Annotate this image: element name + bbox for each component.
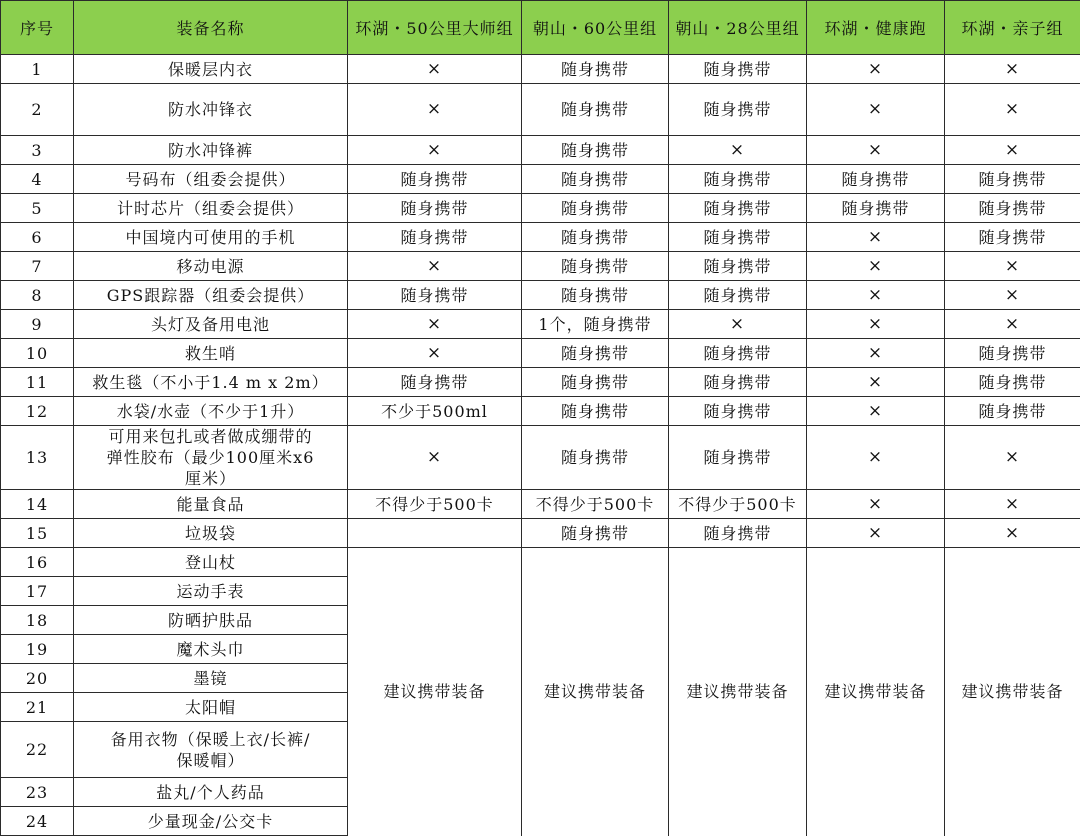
requirement-cell: × [945, 252, 1080, 281]
requirement-cell: 随身携带 [669, 339, 807, 368]
equipment-name: 防晒护肤品 [74, 606, 348, 635]
requirement-cell: × [807, 339, 945, 368]
equipment-name: 救生毯（不小于1.4 m x 2m） [74, 368, 348, 397]
equipment-name: 墨镜 [74, 664, 348, 693]
requirement-cell: 随身携带 [522, 55, 669, 84]
requirement-cell: 随身携带 [348, 281, 522, 310]
requirement-cell: 随身携带 [522, 223, 669, 252]
table-row [1, 136, 1080, 165]
table-row [1, 397, 1080, 426]
column-header: 环湖・亲子组 [945, 1, 1080, 55]
table-row [1, 252, 1080, 281]
equipment-name: 计时芯片（组委会提供） [74, 194, 348, 223]
equipment-name: 防水冲锋衣 [74, 84, 348, 136]
requirement-cell: × [348, 84, 522, 136]
row-number: 16 [1, 548, 74, 577]
requirement-cell: × [807, 490, 945, 519]
equipment-name: 登山杖 [74, 548, 348, 577]
requirement-cell: 随身携带 [522, 397, 669, 426]
requirement-cell: 随身携带 [669, 165, 807, 194]
requirement-cell: 随身携带 [669, 519, 807, 548]
requirement-cell: 不得少于500卡 [522, 490, 669, 519]
row-number: 23 [1, 778, 74, 807]
requirement-cell: × [348, 136, 522, 165]
requirement-cell: 随身携带 [348, 223, 522, 252]
equipment-name: 盐丸/个人药品 [74, 778, 348, 807]
requirement-cell: 1个，随身携带 [522, 310, 669, 339]
row-number: 3 [1, 136, 74, 165]
equipment-name: 运动手表 [74, 577, 348, 606]
requirement-cell: 随身携带 [348, 194, 522, 223]
table-row [1, 223, 1080, 252]
equipment-name: 能量食品 [74, 490, 348, 519]
row-number: 7 [1, 252, 74, 281]
row-number: 8 [1, 281, 74, 310]
column-header: 朝山・60公里组 [522, 1, 669, 55]
requirement-cell: × [945, 136, 1080, 165]
row-number: 15 [1, 519, 74, 548]
suggested-equipment-cell: 建议携带装备 [522, 548, 669, 836]
requirement-cell: × [945, 519, 1080, 548]
row-number: 19 [1, 635, 74, 664]
row-number: 5 [1, 194, 74, 223]
column-header: 序号 [1, 1, 74, 55]
table-row [1, 165, 1080, 194]
requirement-cell: 随身携带 [669, 194, 807, 223]
equipment-name: 号码布（组委会提供） [74, 165, 348, 194]
column-header: 装备名称 [74, 1, 348, 55]
requirement-cell: 随身携带 [945, 194, 1080, 223]
column-header: 环湖・50公里大师组 [348, 1, 522, 55]
requirement-cell: × [945, 490, 1080, 519]
requirement-cell: 随身携带 [522, 136, 669, 165]
requirement-cell: × [807, 55, 945, 84]
equipment-name: 备用衣物（保暖上衣/长裤/保暖帽） [74, 722, 348, 778]
table-row [1, 519, 1080, 548]
requirement-cell: × [945, 84, 1080, 136]
equipment-name: 救生哨 [74, 339, 348, 368]
requirement-cell: 随身携带 [669, 252, 807, 281]
row-number: 18 [1, 606, 74, 635]
equipment-name: 防水冲锋裤 [74, 136, 348, 165]
requirement-cell [348, 519, 522, 548]
table-row [1, 548, 1080, 577]
equipment-name: 垃圾袋 [74, 519, 348, 548]
requirement-cell: × [945, 281, 1080, 310]
table-body [1, 55, 1080, 836]
requirement-cell: 随身携带 [945, 223, 1080, 252]
requirement-cell: 随身携带 [807, 194, 945, 223]
table-row [1, 490, 1080, 519]
requirement-cell: 随身携带 [669, 426, 807, 490]
requirement-cell: 随身携带 [348, 368, 522, 397]
table-row [1, 84, 1080, 136]
requirement-cell: × [348, 339, 522, 368]
requirement-cell: × [669, 310, 807, 339]
table-row [1, 310, 1080, 339]
equipment-name: 中国境内可使用的手机 [74, 223, 348, 252]
suggested-equipment-cell: 建议携带装备 [945, 548, 1080, 836]
requirement-cell: 随身携带 [522, 426, 669, 490]
suggested-equipment-cell: 建议携带装备 [348, 548, 522, 836]
requirement-cell: 随身携带 [522, 165, 669, 194]
row-number: 17 [1, 577, 74, 606]
requirement-cell: × [348, 55, 522, 84]
suggested-equipment-cell: 建议携带装备 [807, 548, 945, 836]
requirement-cell: 随身携带 [522, 252, 669, 281]
requirement-cell: × [807, 426, 945, 490]
requirement-cell: 随身携带 [945, 339, 1080, 368]
row-number: 6 [1, 223, 74, 252]
equipment-name: 头灯及备用电池 [74, 310, 348, 339]
requirement-cell: 随身携带 [669, 223, 807, 252]
requirement-cell: 随身携带 [669, 55, 807, 84]
requirement-cell: × [807, 310, 945, 339]
requirement-cell: 随身携带 [522, 368, 669, 397]
table-row [1, 55, 1080, 84]
table-row [1, 194, 1080, 223]
row-number: 14 [1, 490, 74, 519]
requirement-cell: 随身携带 [522, 281, 669, 310]
requirement-cell: × [807, 252, 945, 281]
row-number: 4 [1, 165, 74, 194]
column-header: 朝山・28公里组 [669, 1, 807, 55]
equipment-name: 魔术头巾 [74, 635, 348, 664]
requirement-cell: 随身携带 [522, 339, 669, 368]
equipment-name: 移动电源 [74, 252, 348, 281]
row-number: 20 [1, 664, 74, 693]
row-number: 10 [1, 339, 74, 368]
row-number: 24 [1, 807, 74, 836]
requirement-cell: 随身携带 [945, 165, 1080, 194]
row-number: 9 [1, 310, 74, 339]
table-row [1, 339, 1080, 368]
requirement-cell: 随身携带 [807, 165, 945, 194]
suggested-equipment-cell: 建议携带装备 [669, 548, 807, 836]
requirement-cell: × [945, 55, 1080, 84]
equipment-name: GPS跟踪器（组委会提供） [74, 281, 348, 310]
row-number: 12 [1, 397, 74, 426]
requirement-cell: 随身携带 [522, 194, 669, 223]
requirement-cell: 随身携带 [945, 368, 1080, 397]
requirement-cell: × [945, 310, 1080, 339]
row-number: 11 [1, 368, 74, 397]
requirement-cell: 不得少于500卡 [348, 490, 522, 519]
requirement-cell: × [348, 252, 522, 281]
requirement-cell: × [807, 519, 945, 548]
requirement-cell: 随身携带 [522, 84, 669, 136]
column-header: 环湖・健康跑 [807, 1, 945, 55]
equipment-name: 水袋/水壶（不少于1升） [74, 397, 348, 426]
requirement-cell: 随身携带 [669, 84, 807, 136]
requirement-cell: × [348, 310, 522, 339]
requirement-cell: 随身携带 [669, 368, 807, 397]
header-row [1, 1, 1080, 55]
requirement-cell: × [807, 223, 945, 252]
requirement-cell: 随身携带 [348, 165, 522, 194]
requirement-cell: × [807, 281, 945, 310]
requirement-cell: 不少于500ml [348, 397, 522, 426]
equipment-name: 保暖层内衣 [74, 55, 348, 84]
requirement-cell: × [348, 426, 522, 490]
requirement-cell: × [807, 397, 945, 426]
requirement-cell: 不得少于500卡 [669, 490, 807, 519]
requirement-cell: × [807, 84, 945, 136]
table-row [1, 368, 1080, 397]
requirement-cell: 随身携带 [945, 397, 1080, 426]
requirement-cell: 随身携带 [522, 519, 669, 548]
requirement-cell: × [945, 426, 1080, 490]
requirement-cell: × [807, 368, 945, 397]
row-number: 22 [1, 722, 74, 778]
row-number: 1 [1, 55, 74, 84]
equipment-name: 太阳帽 [74, 693, 348, 722]
row-number: 2 [1, 84, 74, 136]
requirement-cell: 随身携带 [669, 397, 807, 426]
equipment-name: 可用来包扎或者做成绷带的弹性胶布（最少100厘米x6厘米） [74, 426, 348, 490]
requirement-cell: × [807, 136, 945, 165]
row-number: 21 [1, 693, 74, 722]
equipment-name: 少量现金/公交卡 [74, 807, 348, 836]
requirement-cell: 随身携带 [669, 281, 807, 310]
table-row [1, 426, 1080, 490]
table-row [1, 281, 1080, 310]
row-number: 13 [1, 426, 74, 490]
requirement-cell: × [669, 136, 807, 165]
